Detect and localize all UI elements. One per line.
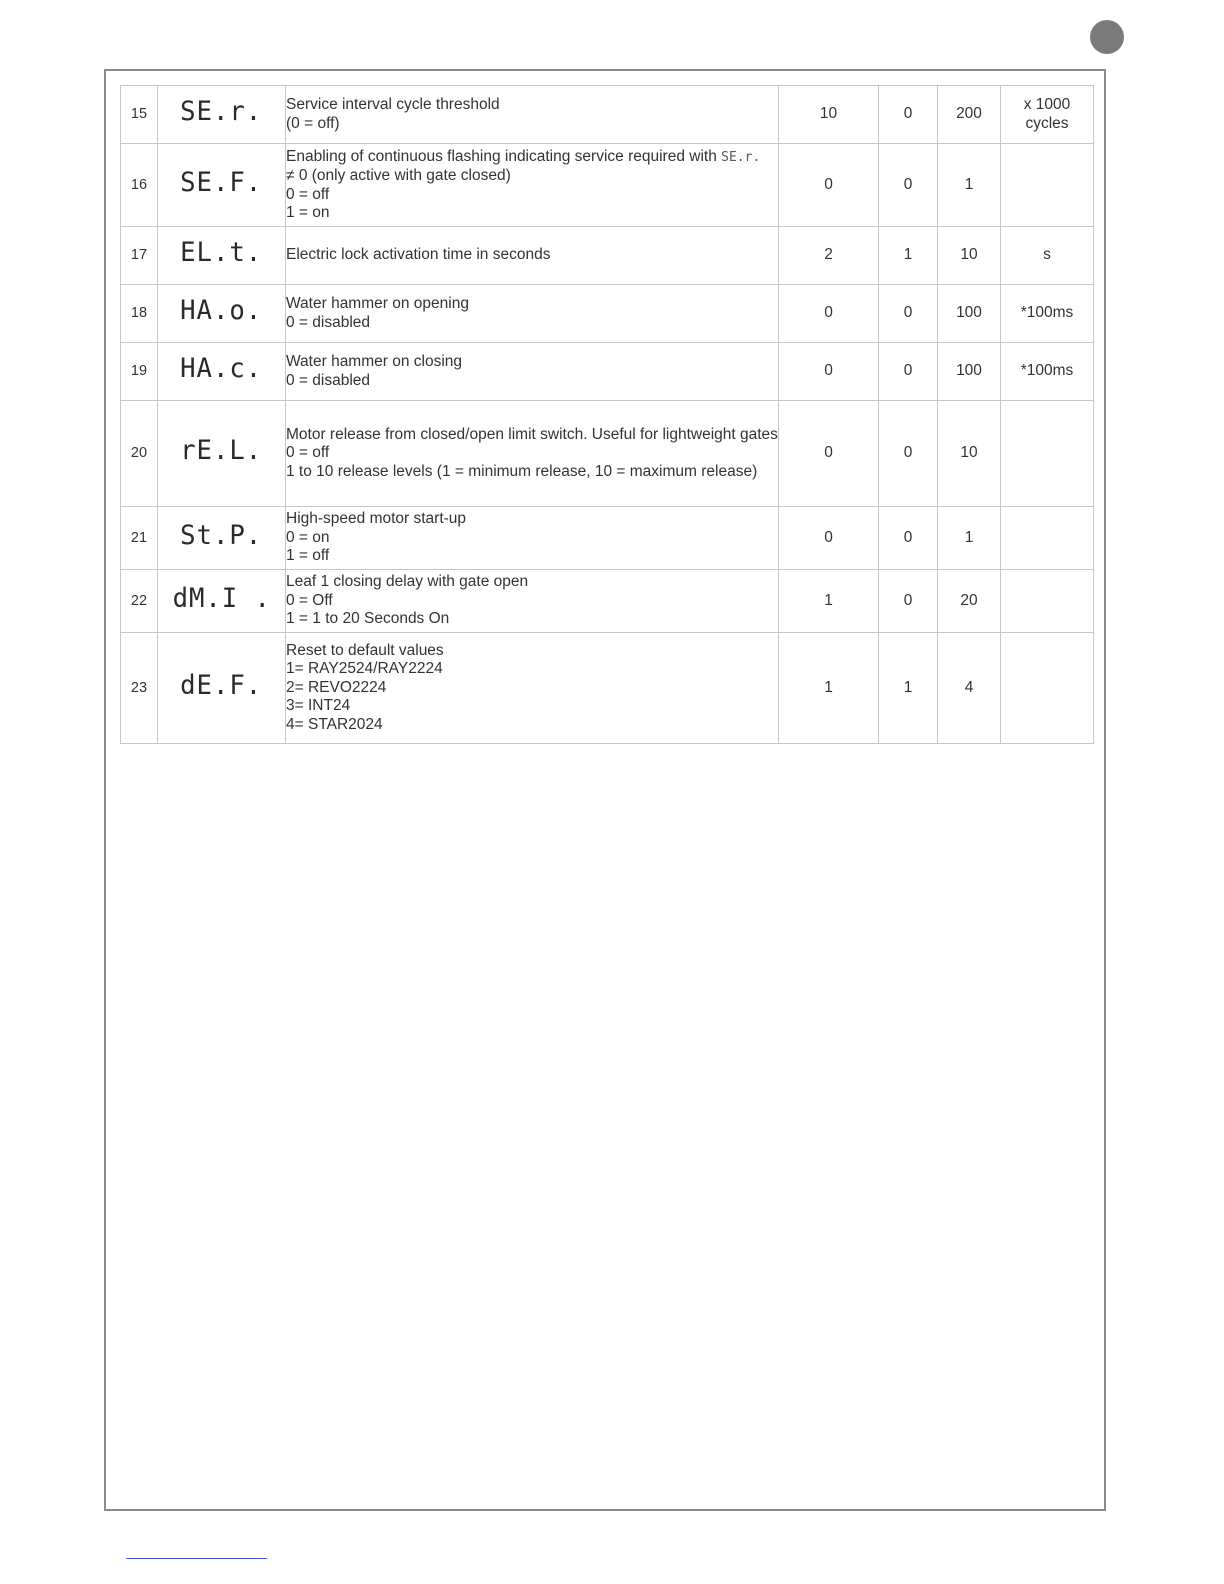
- param-number: 23: [121, 633, 158, 744]
- table-row: [121, 285, 1094, 343]
- display-code: [158, 86, 286, 144]
- param-min: 1: [879, 227, 938, 285]
- param-description: [286, 86, 779, 144]
- desc-line: Service interval cycle threshold: [286, 96, 500, 113]
- display-code: [158, 570, 286, 633]
- param-number: 15: [121, 86, 158, 144]
- desc-line: 0 = off: [286, 444, 330, 462]
- table-row: [121, 86, 1094, 144]
- display-code-text: St.P.: [180, 519, 263, 551]
- param-number: 21: [121, 507, 158, 570]
- desc-line: (0 = off): [286, 114, 340, 132]
- param-number: 17: [121, 227, 158, 285]
- desc-line: ≠ 0 (only active with gate closed): [286, 167, 511, 184]
- desc-line: 2= REVO2224: [286, 678, 387, 696]
- param-description: [286, 227, 779, 285]
- param-max: 1: [938, 507, 1001, 570]
- desc-text: Enabling of continuous flashing indicating service required with: [286, 147, 717, 165]
- param-default: 0: [779, 144, 879, 227]
- desc-line: 3= INT24: [286, 697, 351, 715]
- param-description: [286, 570, 779, 633]
- page-number-badge: [1090, 20, 1124, 54]
- desc-line: [286, 148, 778, 168]
- desc-line: 0 = off: [286, 185, 330, 203]
- display-code-text: rE.L.: [180, 435, 263, 467]
- param-number: 20: [121, 401, 158, 507]
- display-code: [158, 144, 286, 227]
- desc-line: Water hammer on closing: [286, 353, 463, 370]
- table-row: [121, 401, 1094, 507]
- desc-line: 0 = on: [286, 528, 330, 546]
- param-min: 0: [879, 507, 938, 570]
- desc-line: Reset to default values: [286, 641, 444, 659]
- param-description: [286, 285, 779, 343]
- param-unit: x 1000 cycles: [1001, 86, 1094, 144]
- param-max: 1: [938, 144, 1001, 227]
- desc-line: 4= STAR2024: [286, 715, 383, 733]
- param-max: 20: [938, 570, 1001, 633]
- param-min: 1: [879, 633, 938, 744]
- table-row: [121, 343, 1094, 401]
- param-number: 18: [121, 285, 158, 343]
- parameters-table: [120, 85, 1094, 744]
- display-code: [158, 227, 286, 285]
- display-code: [158, 633, 286, 744]
- param-max: 10: [938, 401, 1001, 507]
- param-description: [286, 507, 779, 570]
- table-row: [121, 507, 1094, 570]
- param-unit: s: [1001, 227, 1094, 285]
- param-description: [286, 343, 779, 401]
- param-default: 2: [779, 227, 879, 285]
- desc-line: 1 = off: [286, 547, 330, 565]
- display-code-text: SE.r.: [180, 96, 263, 128]
- desc-line: 1 = on: [286, 204, 330, 221]
- desc-line: Leaf 1 closing delay with gate open: [286, 573, 529, 591]
- param-number: 22: [121, 570, 158, 633]
- table-row: [121, 633, 1094, 744]
- param-min: 0: [879, 401, 938, 507]
- param-default: 0: [779, 285, 879, 343]
- desc-line: 1 = 1 to 20 Seconds On: [286, 610, 450, 628]
- footer-rule: [126, 1558, 267, 1559]
- display-code-text: dM.I .: [172, 582, 271, 614]
- desc-line: Water hammer on opening: [286, 295, 469, 312]
- display-code-text: SE.F.: [180, 166, 263, 198]
- display-code: [158, 343, 286, 401]
- display-code: [158, 285, 286, 343]
- desc-line: 0 = Off: [286, 591, 333, 609]
- param-max: 100: [938, 343, 1001, 401]
- param-max: 200: [938, 86, 1001, 144]
- param-min: 0: [879, 570, 938, 633]
- param-max: 100: [938, 285, 1001, 343]
- display-code-text: EL.t.: [180, 237, 263, 269]
- param-max: 4: [938, 633, 1001, 744]
- param-unit: [1001, 633, 1094, 744]
- desc-line: 0 = disabled: [286, 313, 371, 331]
- desc-line: Motor release from closed/open limit switch. Useful for lightweight gates: [286, 425, 778, 443]
- param-default: 0: [779, 507, 879, 570]
- param-max: 10: [938, 227, 1001, 285]
- table-row: [121, 570, 1094, 633]
- param-min: 0: [879, 144, 938, 227]
- param-min: 0: [879, 343, 938, 401]
- display-code: [158, 401, 286, 507]
- param-default: 1: [779, 633, 879, 744]
- desc-line: Electric lock activation time in seconds: [286, 246, 551, 264]
- param-unit: [1001, 570, 1094, 633]
- param-default: 0: [779, 343, 879, 401]
- param-min: 0: [879, 86, 938, 144]
- table-row: [121, 144, 1094, 227]
- table-row: [121, 227, 1094, 285]
- display-code-text: HA.o.: [180, 295, 263, 327]
- display-code-text: HA.c.: [180, 353, 263, 385]
- param-number: 19: [121, 343, 158, 401]
- display-code-text: dE.F.: [180, 669, 263, 701]
- param-description: [286, 144, 779, 227]
- desc-line: High-speed motor start-up: [286, 510, 467, 528]
- param-default: 0: [779, 401, 879, 507]
- desc-line: 1= RAY2524/RAY2224: [286, 660, 443, 678]
- desc-line: 0 = disabled: [286, 371, 371, 389]
- param-unit: [1001, 507, 1094, 570]
- param-min: 0: [879, 285, 938, 343]
- param-unit: [1001, 401, 1094, 507]
- param-description: [286, 401, 779, 507]
- param-unit: *100ms: [1001, 285, 1094, 343]
- param-unit: [1001, 144, 1094, 227]
- param-default: 10: [779, 86, 879, 144]
- display-code: [158, 507, 286, 570]
- param-number: 16: [121, 144, 158, 227]
- param-description: [286, 633, 779, 744]
- param-unit: *100ms: [1001, 343, 1094, 401]
- desc-line: 1 to 10 release levels (1 = minimum release, 10 = maximum release): [286, 462, 758, 480]
- inline-display-code: SE.r.: [721, 149, 761, 165]
- param-default: 1: [779, 570, 879, 633]
